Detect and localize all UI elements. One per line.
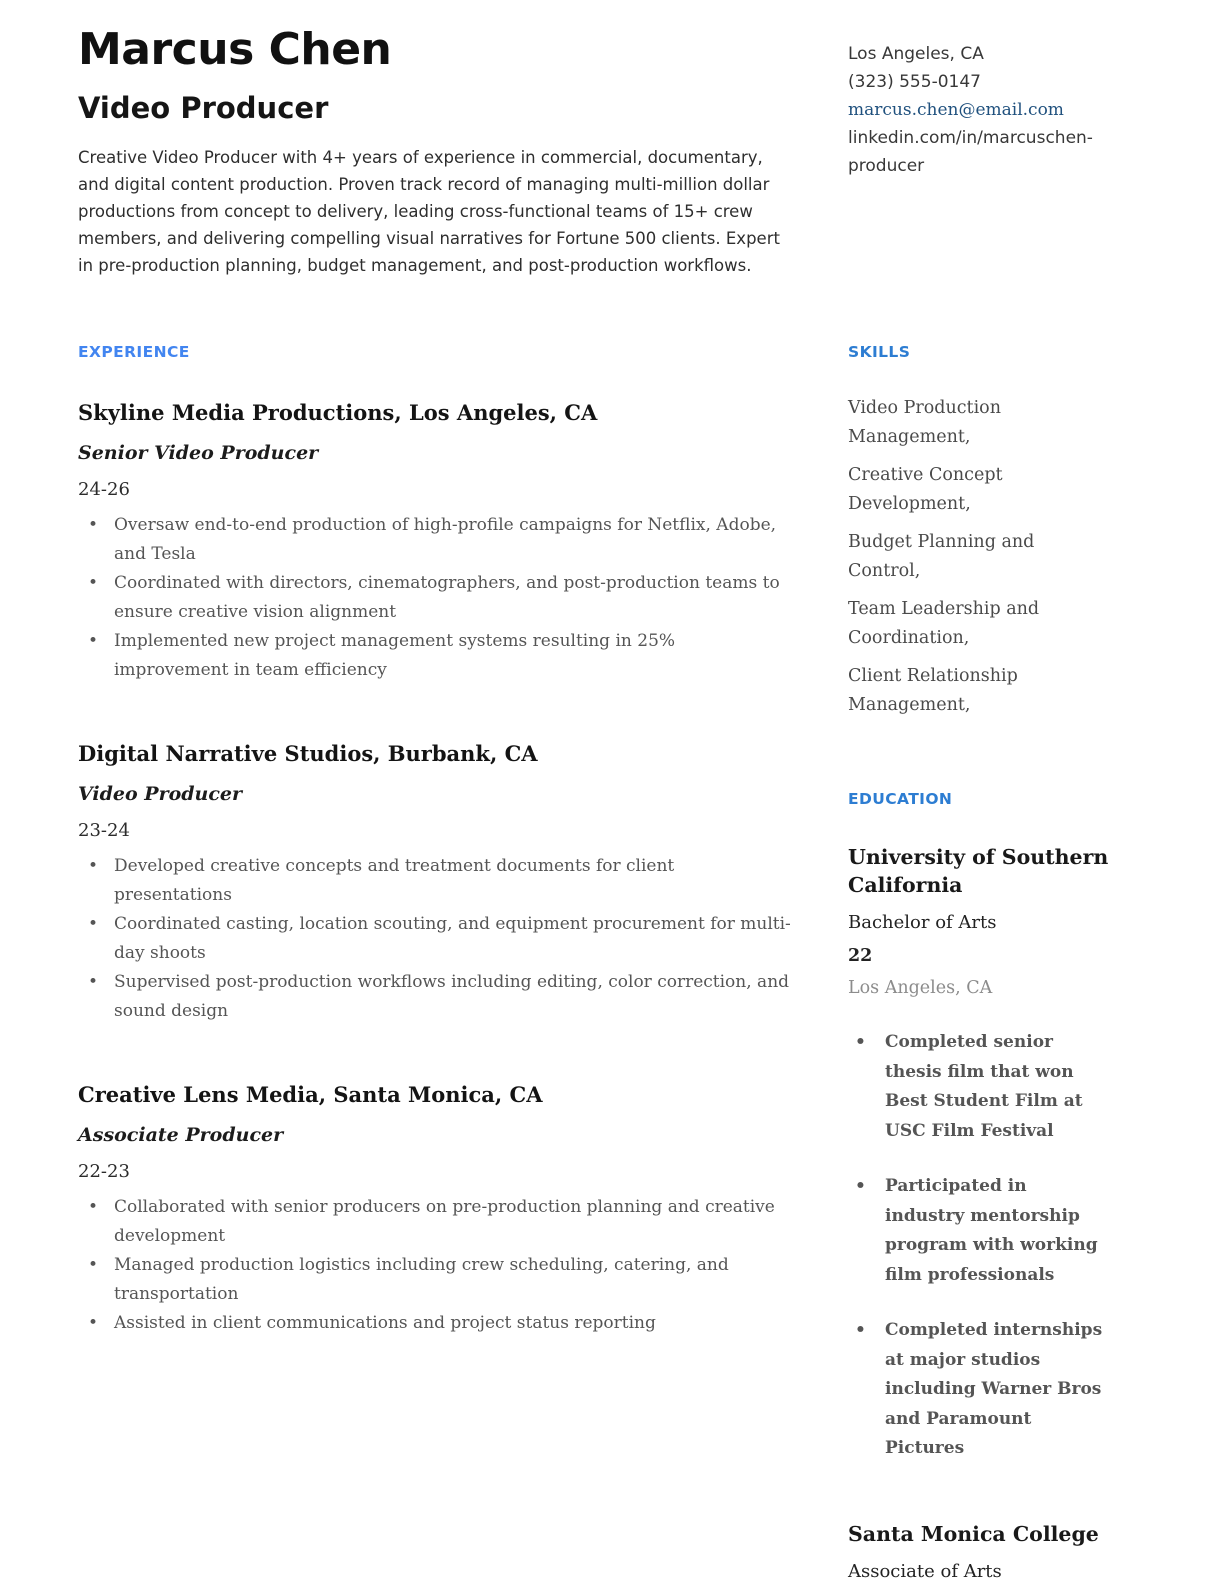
sidebar-column: [848, 343, 1110, 1584]
skill-item: Team Leadership and Coordination,: [848, 598, 1040, 648]
contact-phone: (323) 555-0147: [848, 72, 981, 92]
skill-item: Budget Planning and Control,: [848, 531, 1035, 581]
school-entry: [848, 1520, 1110, 1584]
skills-list: [848, 394, 1110, 720]
job-bullet-list: [78, 852, 792, 1026]
graduation-year: 22: [848, 946, 873, 967]
job-bullet-list: [78, 511, 792, 685]
job-bullet: • Implemented new project management systems resulting in 25% improvement in team efficiency: [114, 627, 792, 685]
header: [78, 24, 1110, 279]
job-dates: 23-24: [78, 819, 130, 841]
contact-linkedin: linkedin.com/in/marcuschen-producer: [848, 128, 1093, 176]
education-heading: EDUCATION: [848, 789, 953, 808]
job-bullet-list: [78, 1193, 792, 1338]
contact-block: [848, 24, 1110, 279]
job-entry: [78, 1082, 792, 1338]
job-entry: [78, 741, 792, 1026]
experience-heading: EXPERIENCE: [78, 342, 190, 361]
school-entry: [848, 843, 1110, 1464]
skills-heading: SKILLS: [848, 342, 911, 361]
contact-location: Los Angeles, CA: [848, 44, 984, 64]
header-identity: [78, 24, 792, 279]
main-content: [78, 343, 1110, 1584]
company-name: Creative Lens Media, Santa Monica, CA: [78, 1081, 543, 1107]
school-location: Los Angeles, CA: [848, 978, 993, 999]
skill-item: Client Relationship Management,: [848, 665, 1018, 715]
job-bullet: • Developed creative concepts and treatment documents for client presentations: [114, 852, 792, 910]
job-dates: 24-26: [78, 478, 130, 500]
job-bullet: • Coordinated with directors, cinematographers, and post-production teams to ensure creative vision alignment: [114, 569, 792, 627]
job-bullet: • Assisted in client communications and project status reporting: [114, 1309, 792, 1338]
school-name: University of Southern California: [848, 845, 1109, 898]
job-bullet: • Oversaw end-to-end production of high-profile campaigns for Netflix, Adobe, and Tesla: [114, 511, 792, 569]
contact-email-link[interactable]: marcus.chen@email.com: [848, 100, 1064, 120]
job-role: Senior Video Producer: [78, 441, 319, 464]
company-name: Skyline Media Productions, Los Angeles, CA: [78, 399, 598, 425]
education-section: [848, 790, 1110, 1584]
job-bullet: • Supervised post-production workflows including editing, color correction, and sound design: [114, 968, 792, 1026]
person-name: Marcus Chen: [78, 24, 392, 75]
job-entry: [78, 400, 792, 685]
skills-section: [848, 343, 1110, 720]
education-bullet: • Completed internships at major studios including Warner Bros and Paramount Pictures: [885, 1316, 1110, 1464]
job-bullet: • Collaborated with senior producers on pre-production planning and creative development: [114, 1193, 792, 1251]
degree: Bachelor of Arts: [848, 912, 997, 934]
job-role: Associate Producer: [78, 1123, 284, 1146]
experience-section: [78, 343, 792, 1584]
skill-item: Video Production Management,: [848, 397, 1001, 447]
job-bullet: • Coordinated casting, location scouting, and equipment procurement for multi-day shoots: [114, 910, 792, 968]
degree: Associate of Arts: [848, 1560, 1002, 1582]
company-name: Digital Narrative Studios, Burbank, CA: [78, 740, 538, 766]
skill-item: Creative Concept Development,: [848, 464, 1003, 514]
school-name: Santa Monica College: [848, 1521, 1099, 1546]
education-bullet: • Completed senior thesis film that won Best Student Film at USC Film Festival: [885, 1028, 1110, 1146]
person-title: Video Producer: [78, 90, 329, 125]
summary-paragraph: Creative Video Producer with 4+ years of experience in commercial, documentary, and digital content production. Proven track record of managing multi-million dollar productions from concept to delivery, leading cross-functional teams of 15+ crew members, and delivering compelling visual narratives for Fortune 500 clients. Expert in pre-production planning, budget management, and post-production workflows.: [78, 147, 780, 275]
job-bullet: • Managed production logistics including crew scheduling, catering, and transportation: [114, 1251, 792, 1309]
job-role: Video Producer: [78, 782, 243, 805]
education-bullet: • Participated in industry mentorship program with working film professionals: [885, 1172, 1110, 1290]
job-dates: 22-23: [78, 1160, 130, 1182]
education-bullet-list: [848, 1028, 1110, 1464]
